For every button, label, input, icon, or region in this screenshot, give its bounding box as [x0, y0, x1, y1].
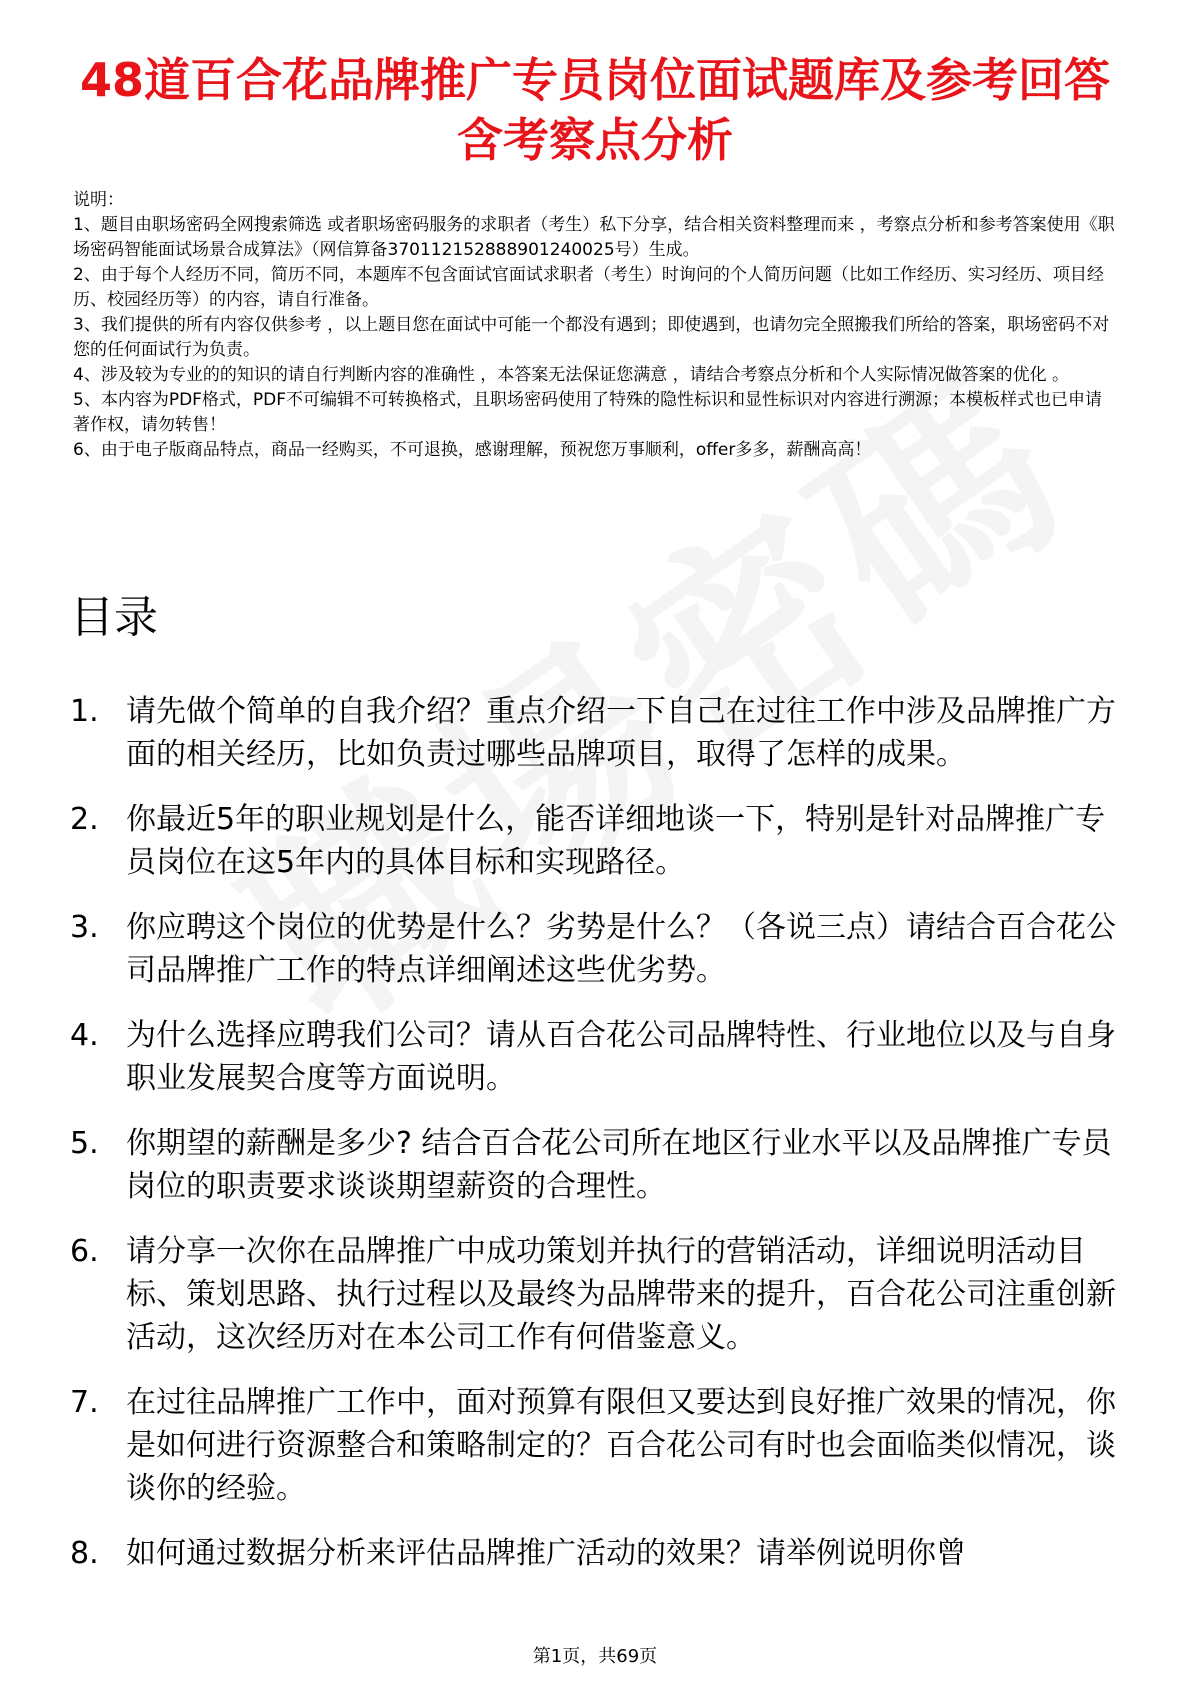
question-text: 请先做个简单的自我介绍？重点介绍一下自己在过往工作中涉及品牌推广方面的相关经历，比如负责过哪些品牌项目，取得了怎样的成果。 — [126, 694, 1116, 772]
question-number: 3. — [70, 910, 99, 945]
note-item: 1、题目由职场密码全网搜索筛选 或者职场密码服务的求职者（考生）私下分享，结合相关资料整理而来 ，考察点分析和参考答案使用《职场密码智能面试场景合成算法》（网信算备370112152888901240025号）生成。 — [73, 215, 1115, 260]
question-list — [70, 690, 1120, 1597]
question-item[interactable] — [70, 1230, 1120, 1359]
question-number: 4. — [70, 1018, 99, 1053]
document-title: 48道百合花品牌推广专员岗位面试题库及参考回答含考察点分析 — [79, 53, 1110, 167]
question-item[interactable] — [70, 690, 1120, 776]
toc-heading: 目录 — [70, 592, 158, 643]
question-text: 如何通过数据分析来评估品牌推广活动的效果？请举例说明你曾 — [126, 1536, 966, 1571]
question-text: 你期望的薪酬是多少? 结合百合花公司所在地区行业水平以及品牌推广专员岗位的职责要求谈谈期望薪资的合理性。 — [126, 1126, 1112, 1204]
note-item: 3、我们提供的所有内容仅供参考 ，以上题目您在面试中可能一个都没有遇到；即使遇到，也请勿完全照搬我们所给的答案，职场密码不对您的任何面试行为负责。 — [73, 315, 1110, 360]
question-text: 你应聘这个岗位的优势是什么？劣势是什么？（各说三点）请结合百合花公司品牌推广工作的特点详细阐述这些优劣势。 — [126, 910, 1116, 988]
question-number: 6. — [70, 1234, 99, 1269]
note-item: 4、涉及较为专业的的知识的请自行判断内容的准确性 ，本答案无法保证您满意 ，请结合考察点分析和个人实际情况做答案的优化 。 — [73, 365, 1070, 385]
question-text: 在过往品牌推广工作中，面对预算有限但又要达到良好推广效果的情况，你是如何进行资源整合和策略制定的？百合花公司有时也会面临类似情况，谈谈你的经验。 — [126, 1385, 1116, 1506]
question-text: 为什么选择应聘我们公司？请从百合花公司品牌特性、行业地位以及与自身职业发展契合度等方面说明。 — [126, 1018, 1116, 1096]
question-item[interactable] — [70, 1014, 1120, 1100]
question-number: 1. — [70, 694, 99, 729]
question-number: 5. — [70, 1126, 99, 1161]
question-item[interactable] — [70, 798, 1120, 884]
question-number: 8. — [70, 1536, 99, 1571]
note-item: 6、由于电子版商品特点，商品一经购买，不可退换，感谢理解，预祝您万事顺利，offer多多，薪酬高高！ — [73, 440, 872, 460]
page-footer: 第1页，共69页 — [532, 1646, 658, 1667]
question-text: 你最近5年的职业规划是什么，能否详细地谈一下，特别是针对品牌推广专员岗位在这5年内的具体目标和实现路径。 — [126, 802, 1106, 880]
question-item[interactable] — [70, 1122, 1120, 1208]
question-item[interactable] — [70, 906, 1120, 992]
notes-heading: 说明： — [73, 190, 124, 210]
question-item[interactable] — [70, 1532, 1120, 1575]
note-item: 2、由于每个人经历不同，简历不同，本题库不包含面试官面试求职者（考生）时询问的个人简历问题（比如工作经历、实习经历、项目经历、校园经历等）的内容，请自行准备。 — [73, 265, 1104, 310]
question-text: 请分享一次你在品牌推广中成功策划并执行的营销活动，详细说明活动目标、策划思路、执行过程以及最终为品牌带来的提升，百合花公司注重创新活动，这次经历对在本公司工作有何借鉴意义。 — [126, 1234, 1116, 1355]
note-item: 5、本内容为PDF格式，PDF不可编辑不可转换格式，且职场密码使用了特殊的隐性标识和显性标识对内容进行溯源；本模板样式也已申请著作权，请勿转售！ — [73, 390, 1103, 435]
notes-section — [73, 188, 1118, 463]
question-number: 7. — [70, 1385, 99, 1420]
question-item[interactable] — [70, 1381, 1120, 1510]
question-number: 2. — [70, 802, 99, 837]
